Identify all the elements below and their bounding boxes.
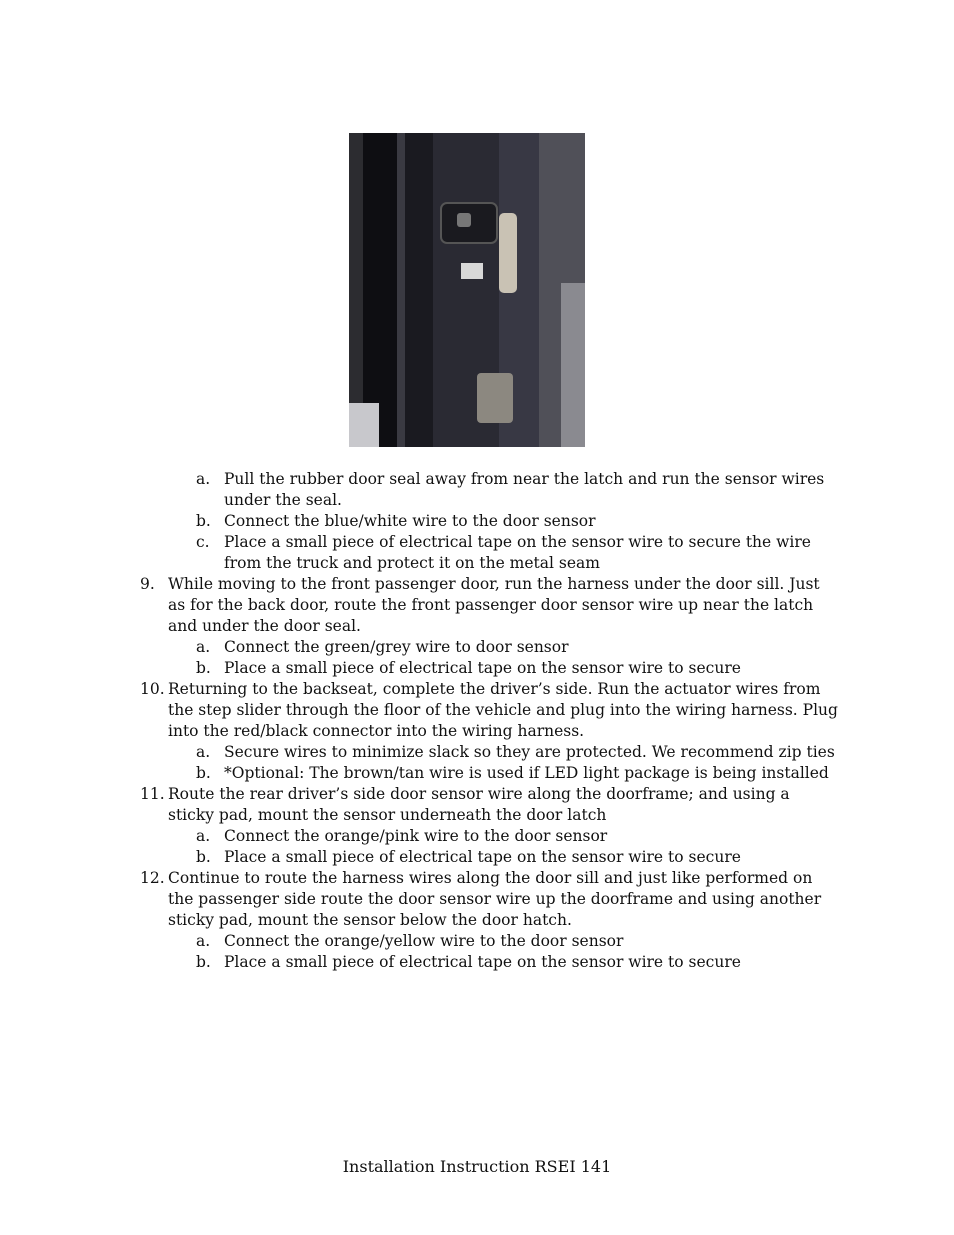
list-text: Place a small piece of electrical tape on the sensor wire to secure bbox=[224, 659, 741, 677]
step-9 bbox=[140, 574, 840, 637]
list-text: *Optional: The brown/tan wire is used if LED light package is being installed bbox=[224, 764, 829, 782]
list-text: Place a small piece of electrical tape on the sensor wire to secure the wire from the truck and protect it on the metal seam bbox=[224, 533, 811, 572]
step-number: 9. bbox=[140, 575, 155, 593]
page-footer: Installation Instruction RSEI 141 bbox=[342, 1157, 612, 1176]
step-10 bbox=[140, 679, 840, 742]
list-item bbox=[140, 931, 840, 952]
list-text: Secure wires to minimize slack so they are protected. We recommend zip ties bbox=[224, 743, 835, 761]
list-marker: a. bbox=[196, 470, 211, 488]
list-marker: c. bbox=[196, 533, 210, 551]
list-item bbox=[140, 511, 840, 532]
list-text: Pull the rubber door seal away from near the latch and run the sensor wires under the seal. bbox=[224, 470, 825, 509]
step-text: Returning to the backseat, complete the driver’s side. Run the actuator wires from the step slider through the floor of the vehicle and plug into the wiring harness. Plug into the red/black connector into the wiring harness. bbox=[168, 680, 838, 740]
list-text: Connect the orange/yellow wire to the door sensor bbox=[224, 932, 624, 950]
list-marker: b. bbox=[196, 848, 211, 866]
instruction-list bbox=[140, 469, 840, 973]
door-latch-photo bbox=[349, 133, 585, 447]
door-latch-image bbox=[349, 133, 585, 447]
list-marker: a. bbox=[196, 638, 211, 656]
step-text: Route the rear driver’s side door sensor wire along the doorframe; and using a sticky pad, mount the sensor underneath the door latch bbox=[168, 785, 790, 824]
step-11 bbox=[140, 784, 840, 826]
list-marker: b. bbox=[196, 512, 211, 530]
step-12 bbox=[140, 868, 840, 931]
step-number: 12. bbox=[140, 869, 165, 887]
list-text: Connect the green/grey wire to door sensor bbox=[224, 638, 569, 656]
list-item bbox=[140, 532, 840, 574]
list-text: Place a small piece of electrical tape on the sensor wire to secure bbox=[224, 953, 741, 971]
list-item bbox=[140, 847, 840, 868]
step-number: 11. bbox=[140, 785, 165, 803]
list-marker: a. bbox=[196, 743, 211, 761]
list-marker: b. bbox=[196, 764, 211, 782]
list-marker: a. bbox=[196, 932, 211, 950]
list-item bbox=[140, 763, 840, 784]
list-item bbox=[140, 952, 840, 973]
list-item bbox=[140, 637, 840, 658]
step-number: 10. bbox=[140, 680, 165, 698]
step-text: While moving to the front passenger door, run the harness under the door sill. Just as for the back door, route the front passenger door sensor wire up near the latch and under the door seal. bbox=[168, 575, 820, 635]
list-marker: a. bbox=[196, 827, 211, 845]
list-text: Place a small piece of electrical tape on the sensor wire to secure bbox=[224, 848, 741, 866]
list-marker: b. bbox=[196, 659, 211, 677]
list-marker: b. bbox=[196, 953, 211, 971]
list-text: Connect the blue/white wire to the door sensor bbox=[224, 512, 596, 530]
step-text: Continue to route the harness wires along the door sill and just like performed on the passenger side route the door sensor wire up the doorframe and using another sticky pad, mount the sensor below the door hatch. bbox=[168, 869, 822, 929]
list-item bbox=[140, 742, 840, 763]
list-text: Connect the orange/pink wire to the door sensor bbox=[224, 827, 608, 845]
list-item bbox=[140, 826, 840, 847]
list-item bbox=[140, 469, 840, 511]
list-item bbox=[140, 658, 840, 679]
